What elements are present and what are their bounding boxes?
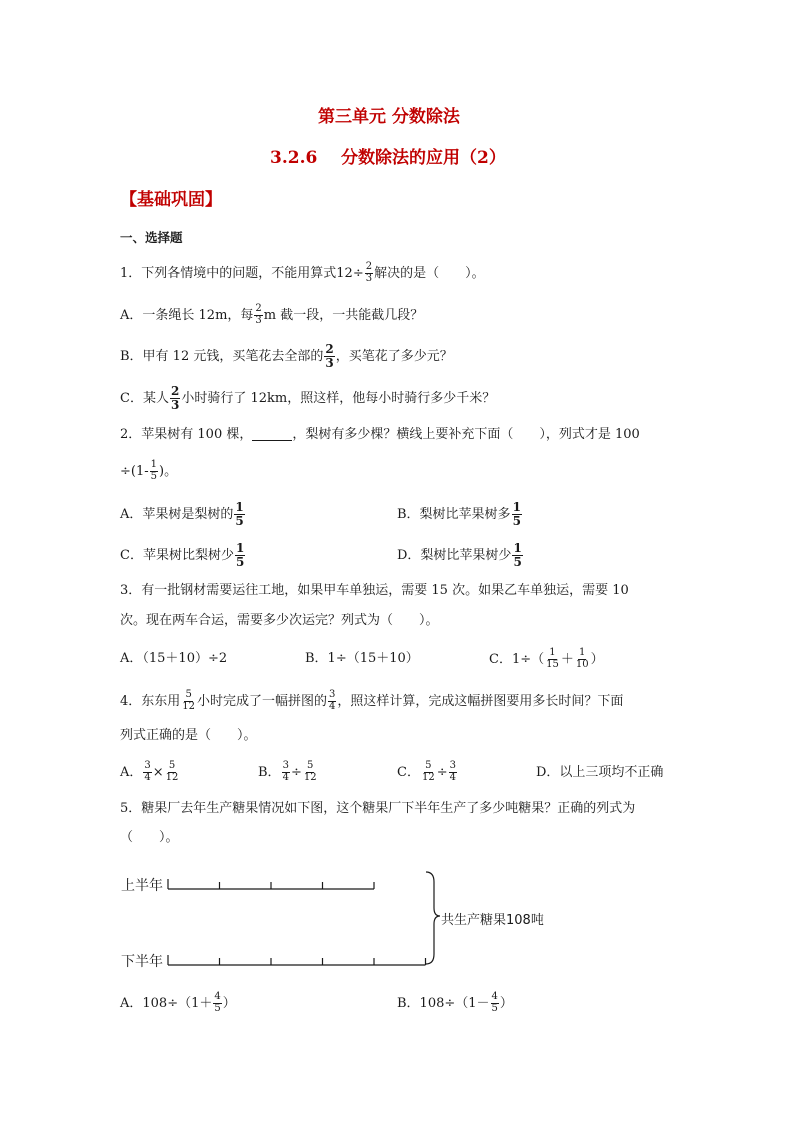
option-text: A．一条绳长 12m，每 — [120, 307, 254, 323]
fraction-denominator: 5 — [150, 470, 158, 482]
q5-option-b — [397, 987, 513, 1019]
fraction-numerator: 2 — [325, 341, 334, 356]
fraction-numerator: 1 — [513, 540, 522, 555]
q3-stem-line2: 次。现在两车合运，需要多少次运完？列式为（ ）。 — [120, 613, 439, 628]
plus-sign: ＋ — [560, 651, 574, 667]
fraction-numerator: 5 — [168, 760, 176, 771]
operator: ÷ — [290, 764, 302, 780]
fraction-denominator: 3 — [365, 272, 373, 284]
q2-option-fraction — [234, 501, 244, 527]
option-text: ） — [499, 995, 513, 1011]
q3-option-b: B．1÷（15＋10） — [305, 651, 419, 666]
option-text: C．苹果树比梨树少 — [120, 547, 234, 563]
q1-option-b-fraction — [324, 343, 334, 369]
fraction-denominator: 12 — [165, 771, 179, 783]
operator: × — [152, 764, 164, 780]
question-text: ÷(1- — [120, 463, 149, 479]
fraction-denominator: 15 — [546, 658, 559, 670]
operator: ÷ — [436, 764, 448, 780]
lesson-title: 3.2.6 分数除法的应用（2） — [270, 148, 506, 168]
fraction-numerator: 2 — [170, 383, 180, 398]
fraction-numerator: 3 — [144, 760, 151, 771]
fraction — [165, 761, 180, 783]
q4-option-c — [397, 758, 458, 786]
part-label: 一、选择题 — [120, 230, 183, 245]
q5-option-a — [120, 987, 236, 1019]
fraction — [328, 690, 336, 712]
fraction — [213, 992, 221, 1014]
option-text: C．1÷（ — [489, 651, 545, 667]
q2-option-fraction — [235, 542, 245, 568]
q2-option-fraction — [512, 501, 522, 527]
option-text: D．梨树比苹果树少 — [397, 547, 512, 563]
fraction-denominator: 3 — [170, 397, 180, 412]
question-text: 2．苹果树有 100 棵， — [120, 427, 253, 442]
q1-option-a — [120, 302, 423, 328]
fraction-numerator: 1 — [512, 499, 521, 514]
fraction — [181, 690, 196, 712]
option-text: ，买笔花了多少元？ — [335, 348, 453, 364]
fraction-numerator: 4 — [491, 991, 498, 1002]
option-text: B．108÷（1－ — [397, 995, 490, 1011]
fraction-denominator: 3 — [255, 314, 262, 326]
fraction-denominator: 5 — [235, 513, 244, 528]
fraction-denominator: 12 — [421, 771, 435, 783]
option-text: A．108÷（1＋ — [120, 995, 213, 1011]
q4-option-b — [258, 758, 319, 786]
fraction-numerator: 3 — [449, 760, 456, 771]
fraction-denominator: 4 — [282, 771, 289, 783]
q2-option-c — [120, 539, 246, 571]
section-tag: 【基础巩固】 — [120, 190, 222, 210]
question-text: ，照这样计算，完成这幅拼图要用多长时间？下面 — [337, 693, 624, 709]
question-text: )。 — [159, 463, 178, 479]
fraction — [421, 761, 436, 783]
option-text: C． — [397, 764, 420, 780]
fraction-denominator: 5 — [513, 554, 522, 569]
q2-stem-fraction — [150, 460, 158, 482]
q2-stem-line1 — [120, 428, 640, 441]
fraction-denominator: 12 — [303, 771, 317, 783]
fraction — [143, 761, 151, 783]
q4-option-a — [120, 758, 180, 786]
fraction-numerator: 1 — [235, 499, 244, 514]
fraction-numerator: 5 — [185, 689, 192, 700]
fraction-denominator: 12 — [182, 700, 196, 712]
total-brace — [426, 872, 440, 964]
fraction — [491, 992, 499, 1014]
option-text: B． — [258, 764, 281, 780]
q1-stem-text-b: 解决的是（ ）。 — [374, 265, 485, 281]
q1-option-c — [120, 385, 495, 411]
question-text: 小时完成了一幅拼图的 — [197, 693, 328, 709]
fraction-numerator: 2 — [255, 303, 262, 314]
q2-stem-line2 — [120, 457, 177, 485]
fraction-denominator: 4 — [144, 771, 151, 783]
q1-stem — [120, 260, 485, 286]
fraction-numerator: 1 — [235, 540, 245, 555]
fraction-denominator: 5 — [491, 1002, 498, 1014]
q4-stem-line2: 列式正确的是（ ）。 — [120, 728, 257, 743]
fraction-numerator: 1 — [150, 459, 158, 470]
option-text: C．某人 — [120, 390, 169, 406]
q3-stem-line1: 3．有一批钢材需要运往工地，如果甲车单独运，需要 15 次。如果乙车单独运，需要 10 — [120, 583, 629, 598]
fraction-numerator: 4 — [214, 991, 221, 1002]
lower-half-label: 下半年 — [121, 954, 163, 970]
q3-option-a: A．（15＋10）÷2 — [120, 651, 228, 666]
fraction — [282, 761, 290, 783]
fraction-denominator: 4 — [329, 700, 336, 712]
answer-blank — [252, 428, 292, 441]
q2-option-b — [397, 498, 523, 530]
option-text: B．梨树比苹果树多 — [397, 506, 511, 522]
fraction — [303, 761, 318, 783]
fraction-numerator: 1 — [579, 647, 586, 658]
segment-diagram — [160, 868, 440, 974]
option-text: A． — [120, 764, 143, 780]
upper-half-label: 上半年 — [121, 878, 163, 894]
q1-option-c-fraction — [170, 385, 180, 411]
fraction — [449, 761, 457, 783]
q1-option-b — [120, 343, 453, 369]
fraction-denominator: 10 — [575, 658, 589, 670]
fraction-numerator: 5 — [425, 760, 432, 771]
fraction — [545, 648, 560, 670]
q2-option-d — [397, 539, 524, 571]
total-label: 共生产糖果108吨 — [441, 913, 544, 928]
lower-half-bar — [168, 955, 426, 965]
q4-option-d: D．以上三项均不正确 — [536, 765, 664, 780]
q3-option-c — [489, 645, 604, 673]
option-text: B．甲有 12 元钱，买笔花去全部的 — [120, 348, 324, 364]
q2-option-a — [120, 498, 246, 530]
fraction-numerator: 5 — [307, 760, 314, 771]
option-text: 小时骑行了 12km，照这样，他每小时骑行多少千米？ — [181, 390, 496, 406]
fraction-denominator: 4 — [449, 771, 456, 783]
option-text: ） — [222, 995, 236, 1011]
q1-option-a-fraction — [254, 304, 262, 326]
fraction-numerator: 1 — [549, 647, 556, 658]
q1-stem-text-a: 1．下列各情境中的问题，不能用算式12÷ — [120, 265, 364, 281]
fraction-numerator: 3 — [282, 760, 289, 771]
question-text: ，梨树有多少棵？横线上要补充下面（ ），列式才是 100 — [292, 427, 640, 442]
q5-stem-line2: （ ）。 — [120, 830, 179, 845]
upper-half-bar — [168, 879, 374, 889]
fraction-denominator: 3 — [325, 355, 334, 370]
q5-stem-line1: 5．糖果厂去年生产糖果情况如下图，这个糖果厂下半年生产了多少吨糖果？正确的列式为 — [120, 801, 636, 816]
question-text: 4．东东用 — [120, 693, 181, 709]
q4-stem-line1 — [120, 686, 623, 716]
fraction-denominator: 5 — [214, 1002, 221, 1014]
q2-option-fraction — [512, 542, 522, 568]
unit-title: 第三单元 分数除法 — [318, 107, 460, 127]
fraction-numerator: 2 — [365, 261, 373, 272]
q1-stem-fraction — [365, 262, 373, 284]
option-text: m 截一段，一共能截几段？ — [263, 307, 424, 323]
fraction — [575, 648, 590, 670]
option-text: ） — [590, 651, 604, 667]
fraction-denominator: 5 — [512, 513, 521, 528]
fraction-denominator: 5 — [235, 554, 245, 569]
option-text: A．苹果树是梨树的 — [120, 506, 234, 522]
fraction-numerator: 3 — [329, 689, 336, 700]
